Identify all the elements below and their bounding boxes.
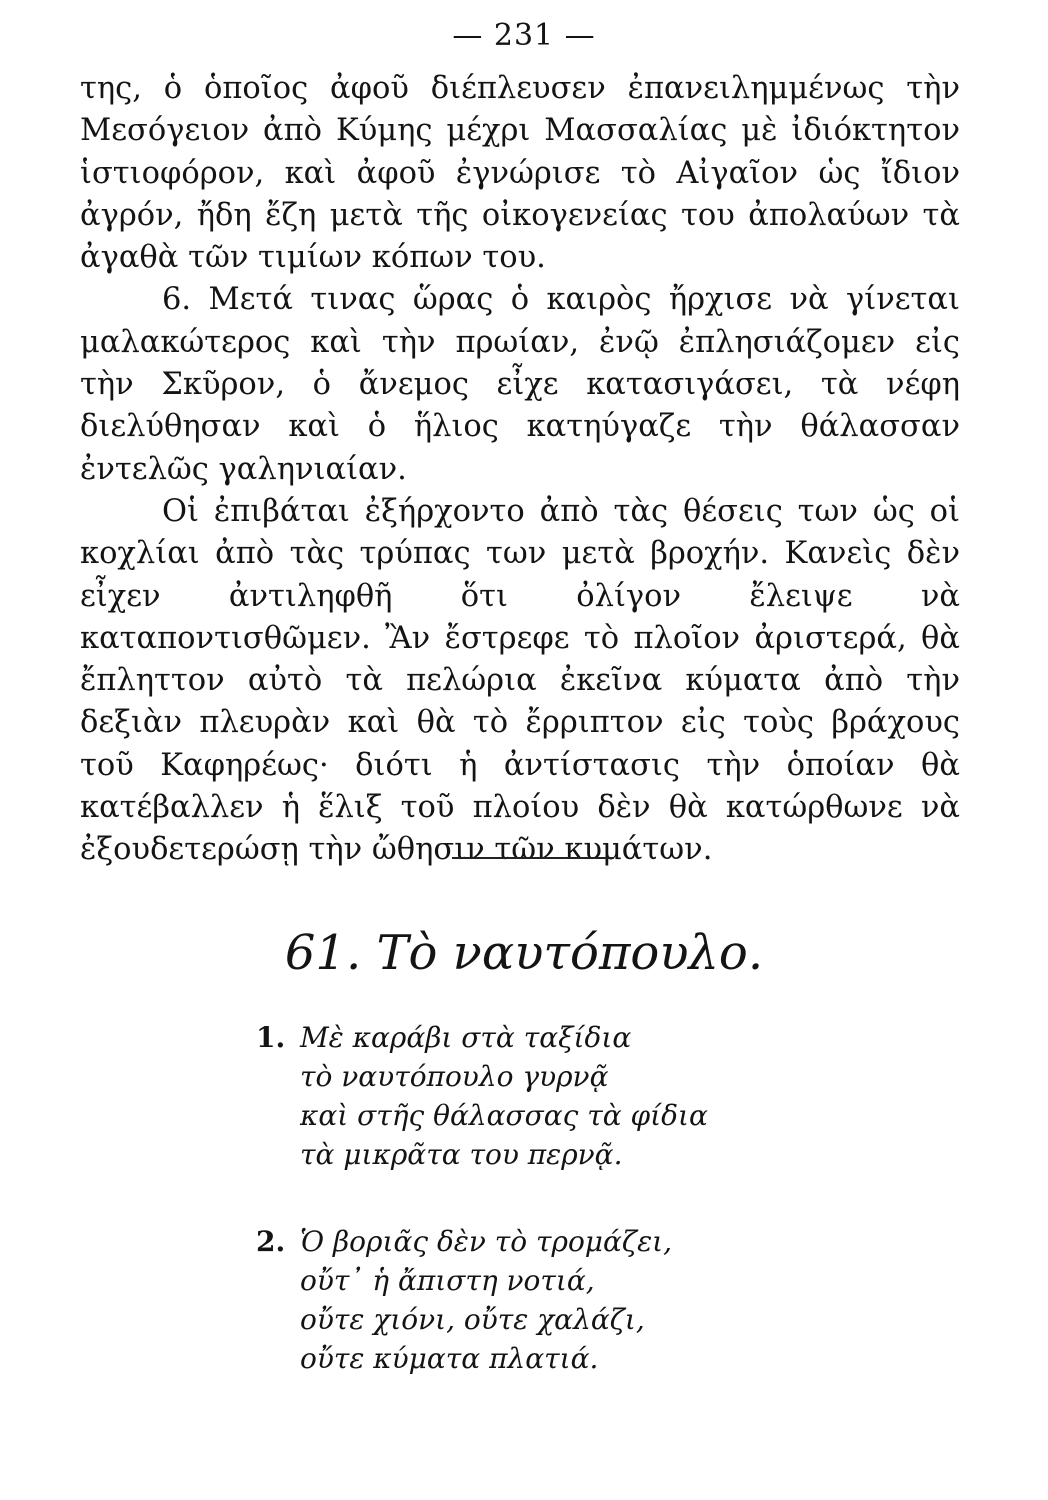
poem-line: καὶ στῆς θάλασσας τὰ φίδια	[300, 1099, 708, 1132]
poem-line: οὔτε κύματα πλατιά.	[300, 1342, 599, 1375]
poem-title: 61. Τὸ ναυτόπουλο.	[284, 925, 764, 981]
page-number: — 231 —	[452, 18, 596, 53]
poem-stanza	[250, 1018, 708, 1174]
stanza-number: 2.	[256, 1225, 286, 1258]
paragraph: Οἱ ἐπιβάται ἐξήρχοντο ἀπὸ τὰς θέσεις των ὡς οἱ κοχλίαι ἀπὸ τὰς τρύπας των μετὰ βροχήν. Κανεὶς δὲν εἶχεν ἀντιληφθῆ ὅτι ὀλίγον ἔλειψε νὰ καταποντισθῶμεν. Ἂν ἔστρεφε τὸ πλοῖον ἀριστερά, θὰ ἔπληττον αὐτὸ τὰ πελώρια ἐκεῖνα κύματα ἀπὸ τὴν δεξιὰν πλευρὰν καὶ θὰ τὸ ἔρριπτον εἰς τοὺς βράχους τοῦ Καφηρέως· διότι ἡ ἀντίστασις τὴν ὁποίαν θὰ κατέβαλλεν ἡ ἕλιξ τοῦ πλοίου δὲν θὰ κατώρθωνε νὰ ἐξουδετερώσῃ τὴν ὤθησιν τῶν κυμάτων.	[80, 493, 960, 868]
poem-line: Μὲ καράβι στὰ ταξίδια	[300, 1021, 632, 1054]
stanza-number: 1.	[256, 1021, 286, 1054]
section-divider	[452, 857, 614, 859]
paragraph: της, ὁ ὁποῖος ἀφοῦ διέπλευσεν ἐπανειλημμένως τὴν Μεσόγειον ἀπὸ Κύμης μέχρι Μασσαλίας μὲ ἰδιόκτητον ἱστιοφόρον, καὶ ἀφοῦ ἐγνώρισε τὸ Αἰγαῖον ὡς ἴδιον ἀγρόν, ἤδη ἔζη μετὰ τῆς οἰκογενείας του ἀπολαύων τὰ ἀγαθὰ τῶν τιμίων κόπων του.	[80, 71, 960, 276]
poem-line: οὔτε χιόνι, οὔτε χαλάζι,	[300, 1303, 645, 1336]
poem-line: Ὁ βοριᾶς δὲν τὸ τρομάζει,	[300, 1225, 672, 1258]
paragraph: 6. Μετά τινας ὥρας ὁ καιρὸς ἤρχισε νὰ γίνεται μαλακώτερος καὶ τὴν πρωίαν, ἐνῷ ἐπλησιάζομεν εἰς τὴν Σκῦρον, ὁ ἄνεμος εἶχε κατασιγάσει, τὰ νέφη διελύθησαν καὶ ὁ ἥλιος κατηύγαζε τὴν θάλασσαν ἐντελῶς γαληνιαίαν.	[80, 282, 960, 487]
poem-line: τὸ ναυτόπουλο γυρνᾷ	[300, 1060, 609, 1093]
poem-line: οὔτ᾽ ἡ ἄπιστη νοτιά,	[300, 1264, 595, 1297]
poem-line: τὰ μικρᾶτα του περνᾷ.	[300, 1138, 623, 1171]
prose-body	[80, 68, 960, 872]
poem-stanza	[250, 1222, 672, 1378]
